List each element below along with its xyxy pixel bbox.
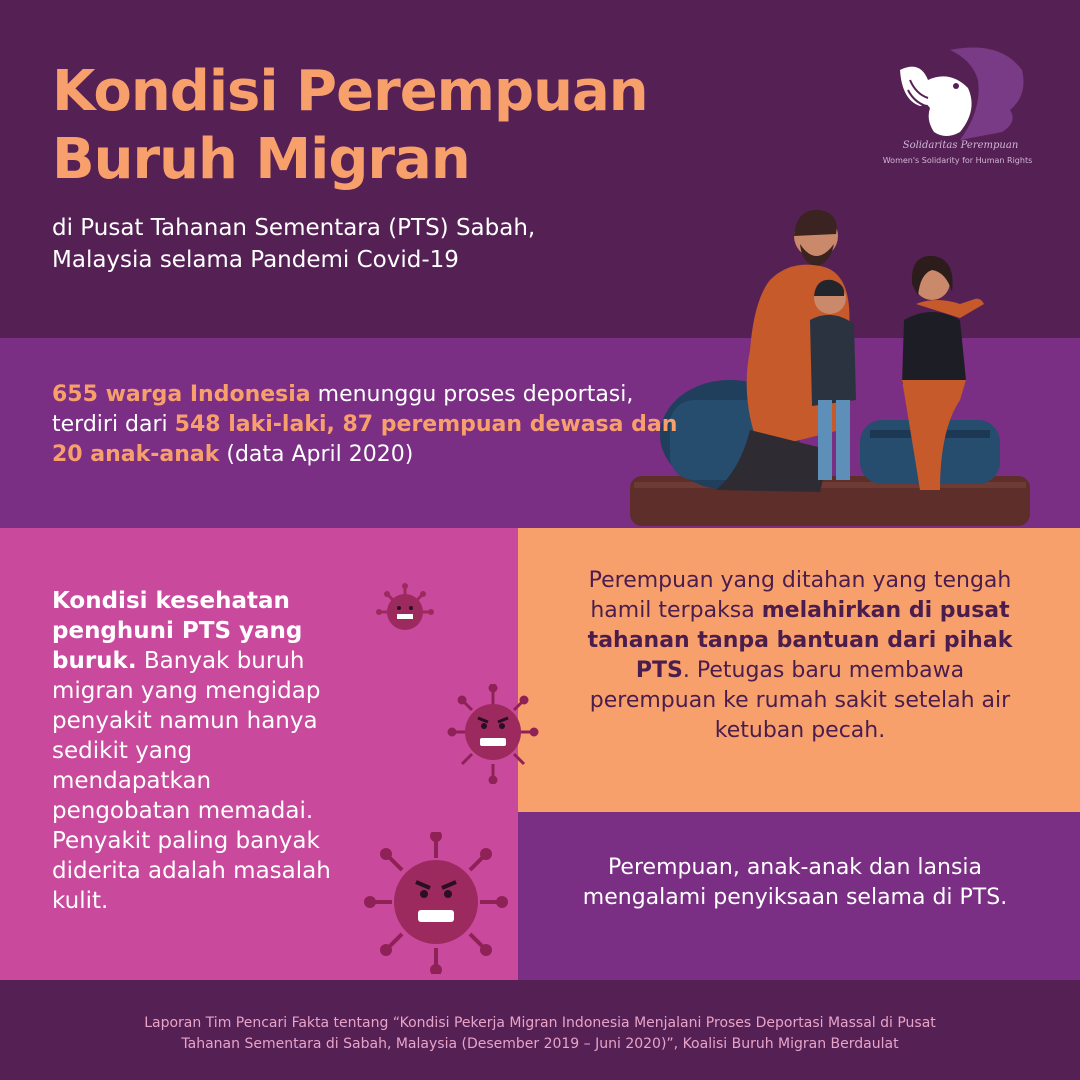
subtitle-line-1: di Pusat Tahanan Sementara (PTS) Sabah, [52, 215, 536, 241]
birth-text-1: Perempuan yang ditahan yang tengah hamil terpaksa [588, 568, 1012, 623]
stat-highlight-total: 655 warga Indonesia [52, 382, 311, 407]
subtitle-line-2: Malaysia selama Pandemi Covid-19 [52, 247, 459, 273]
stat-text-2: terdiri dari [52, 412, 175, 437]
footer-line-2: Tahanan Sementara di Sabah, Malaysia (Desember 2019 – Juni 2020)”, Koalisi Buruh Migran Berdaulat [181, 1036, 899, 1052]
health-text [52, 586, 352, 916]
virus-icon [375, 582, 439, 642]
page-title [52, 58, 752, 194]
logo-name: Solidaritas Perempuan [902, 140, 1019, 151]
page-subtitle [52, 212, 672, 276]
virus-icon [438, 684, 548, 784]
footer-line-1: Laporan Tim Pencari Fakta tentang “Kondisi Pekerja Migran Indonesia Menjalani Proses Deportasi Massal di Pusat [144, 1015, 936, 1031]
stat-highlight-children: 20 anak-anak [52, 442, 220, 467]
birth-text [580, 566, 1020, 746]
virus-icon [362, 832, 510, 974]
abuse-text: Perempuan, anak-anak dan lansia mengalami penyiksaan selama di PTS. [582, 855, 1008, 910]
title-line-2: Buruh Migran [52, 127, 470, 192]
stat-text-1: menunggu proses deportasi, [310, 382, 634, 407]
birth-bold: melahirkan di pusat tahanan tanpa bantuan dari pihak PTS [587, 598, 1013, 683]
stat-highlight-breakdown: 548 laki-laki, 87 perempuan dewasa dan [174, 412, 678, 437]
health-body: Banyak buruh migran yang mengidap penyakit namun hanya sedikit yang mendapatkan pengobatan memadai. Penyakit paling banyak diderita adalah masalah kulit. [52, 648, 331, 914]
title-line-1: Kondisi Perempuan [52, 59, 648, 124]
logo-tagline: Women's Solidarity for Human Rights [882, 156, 1033, 165]
source-footer [30, 1013, 1050, 1055]
health-bold: Kondisi kesehatan penghuni PTS yang buruk. [52, 588, 303, 674]
deportation-stat [52, 380, 732, 470]
family-illustration [620, 200, 1040, 530]
stat-text-3: (data April 2020) [219, 442, 414, 467]
birth-text-2: . Petugas baru membawa perempuan ke rumah sakit setelah air ketuban pecah. [589, 658, 1011, 743]
